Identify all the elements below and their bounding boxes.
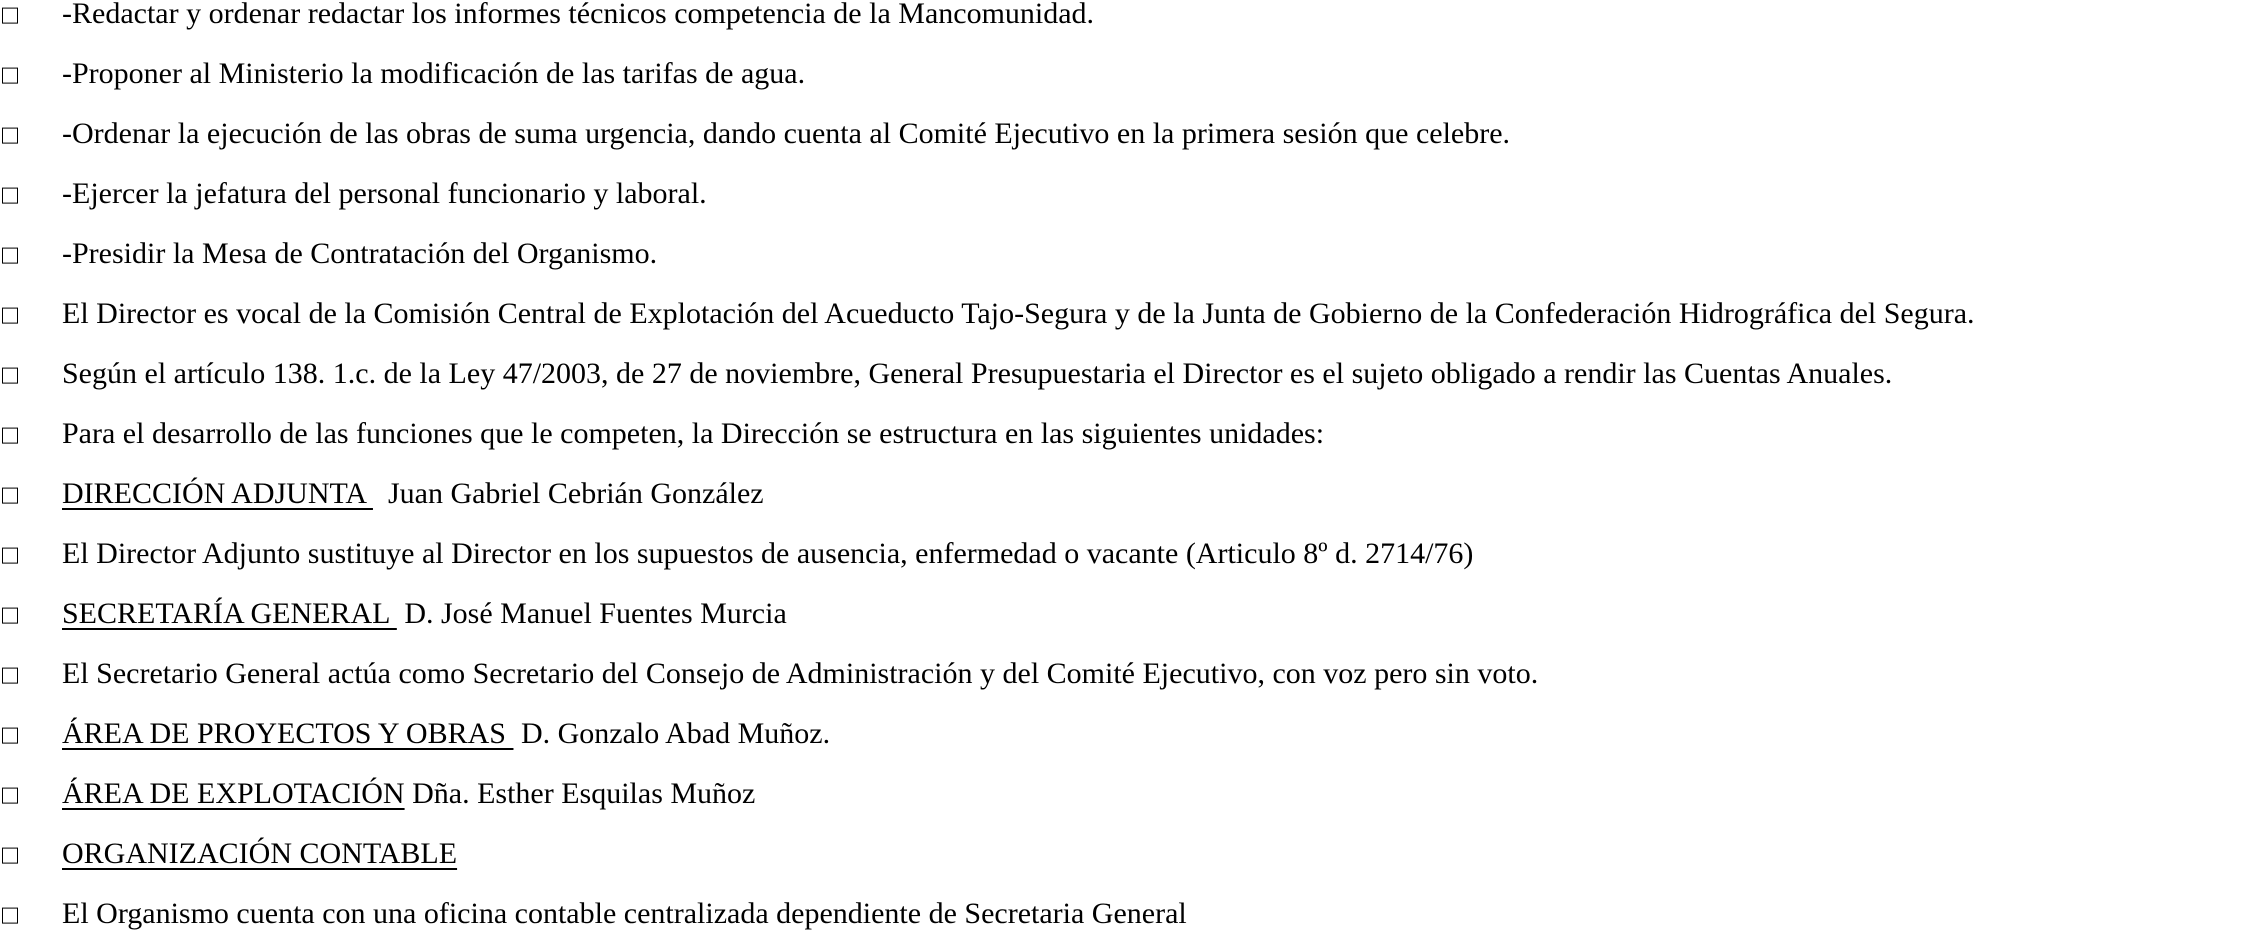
item-text: Para el desarrollo de las funciones que le competen, la Dirección se estructura en las siguientes unidades: [62, 417, 1325, 450]
checkbox-bullet-icon [2, 8, 18, 24]
item-text: -Ordenar la ejecución de las obras de suma urgencia, dando cuenta al Comité Ejecutivo en la primera sesión que celebre. [62, 117, 1511, 150]
item-text: El Director es vocal de la Comisión Central de Explotación del Acueducto Tajo-Segura y de la Junta de Gobierno de la Confederación Hidrográfica del Segura. [62, 297, 1975, 330]
checkbox-bullet-icon [2, 608, 18, 624]
list-item-unit [0, 831, 2253, 877]
checkbox-bullet-icon [2, 128, 18, 144]
checkbox-bullet-icon [2, 668, 18, 684]
item-text: El Director Adjunto sustituye al Director en los supuestos de ausencia, enfermedad o vacante (Articulo 8º d. 2714/76) [62, 537, 1474, 570]
list-item [0, 231, 2253, 277]
checkbox-bullet-icon [2, 368, 18, 384]
checkbox-bullet-icon [2, 308, 18, 324]
item-text: -Presidir la Mesa de Contratación del Organismo. [62, 237, 658, 270]
list-item-unit [0, 711, 2253, 757]
checkbox-bullet-icon [2, 488, 18, 504]
list-item [0, 651, 2253, 697]
checkbox-bullet-icon [2, 248, 18, 264]
checkbox-bullet-icon [2, 848, 18, 864]
list-item-unit [0, 471, 2253, 517]
list-item [0, 351, 2253, 397]
unit-heading: DIRECCIÓN ADJUNTA [62, 477, 373, 510]
checkbox-bullet-icon [2, 728, 18, 744]
unit-heading: SECRETARÍA GENERAL [62, 597, 397, 630]
item-text: -Proponer al Ministerio la modificación de las tarifas de agua. [62, 57, 806, 90]
checkbox-bullet-icon [2, 428, 18, 444]
list-item [0, 291, 2253, 337]
unit-line [62, 711, 830, 757]
checkbox-bullet-icon [2, 68, 18, 84]
unit-line [62, 591, 787, 637]
list-item [0, 531, 2253, 577]
unit-heading: ORGANIZACIÓN CONTABLE [62, 837, 458, 870]
checkbox-bullet-icon [2, 188, 18, 204]
list-item [0, 171, 2253, 217]
item-text: -Redactar y ordenar redactar los informes técnicos competencia de la Mancomunidad. [62, 0, 1095, 30]
unit-line [62, 471, 764, 517]
checkbox-bullet-icon [2, 548, 18, 564]
item-text: Según el artículo 138. 1.c. de la Ley 47/2003, de 27 de noviembre, General Presupuestaria el Director es el sujeto obligado a rendir las Cuentas Anuales. [62, 357, 1893, 390]
list-item [0, 51, 2253, 97]
unit-head-name: D. Gonzalo Abad Muñoz. [513, 717, 831, 750]
list-item [0, 891, 2253, 937]
list-item [0, 411, 2253, 457]
unit-heading: ÁREA DE PROYECTOS Y OBRAS [62, 717, 514, 750]
unit-line [62, 831, 457, 877]
unit-line [62, 771, 755, 817]
unit-head-name: Juan Gabriel Cebrián González [372, 477, 764, 510]
item-text: El Secretario General actúa como Secretario del Consejo de Administración y del Comité Ejecutivo, con voz pero sin voto. [62, 657, 1539, 690]
unit-head-name: Dña. Esther Esquilas Muñoz [404, 777, 756, 810]
item-text: El Organismo cuenta con una oficina contable centralizada dependiente de Secretaria General [62, 897, 1187, 930]
list-item-unit [0, 591, 2253, 637]
list-item [0, 111, 2253, 157]
checkbox-bullet-icon [2, 788, 18, 804]
item-text: -Ejercer la jefatura del personal funcionario y laboral. [62, 177, 707, 210]
list-item-unit [0, 771, 2253, 817]
list-item [0, 0, 2253, 37]
unit-head-name: D. José Manuel Fuentes Murcia [396, 597, 787, 630]
unit-heading: ÁREA DE EXPLOTACIÓN [62, 777, 405, 810]
checkbox-bullet-icon [2, 908, 18, 924]
